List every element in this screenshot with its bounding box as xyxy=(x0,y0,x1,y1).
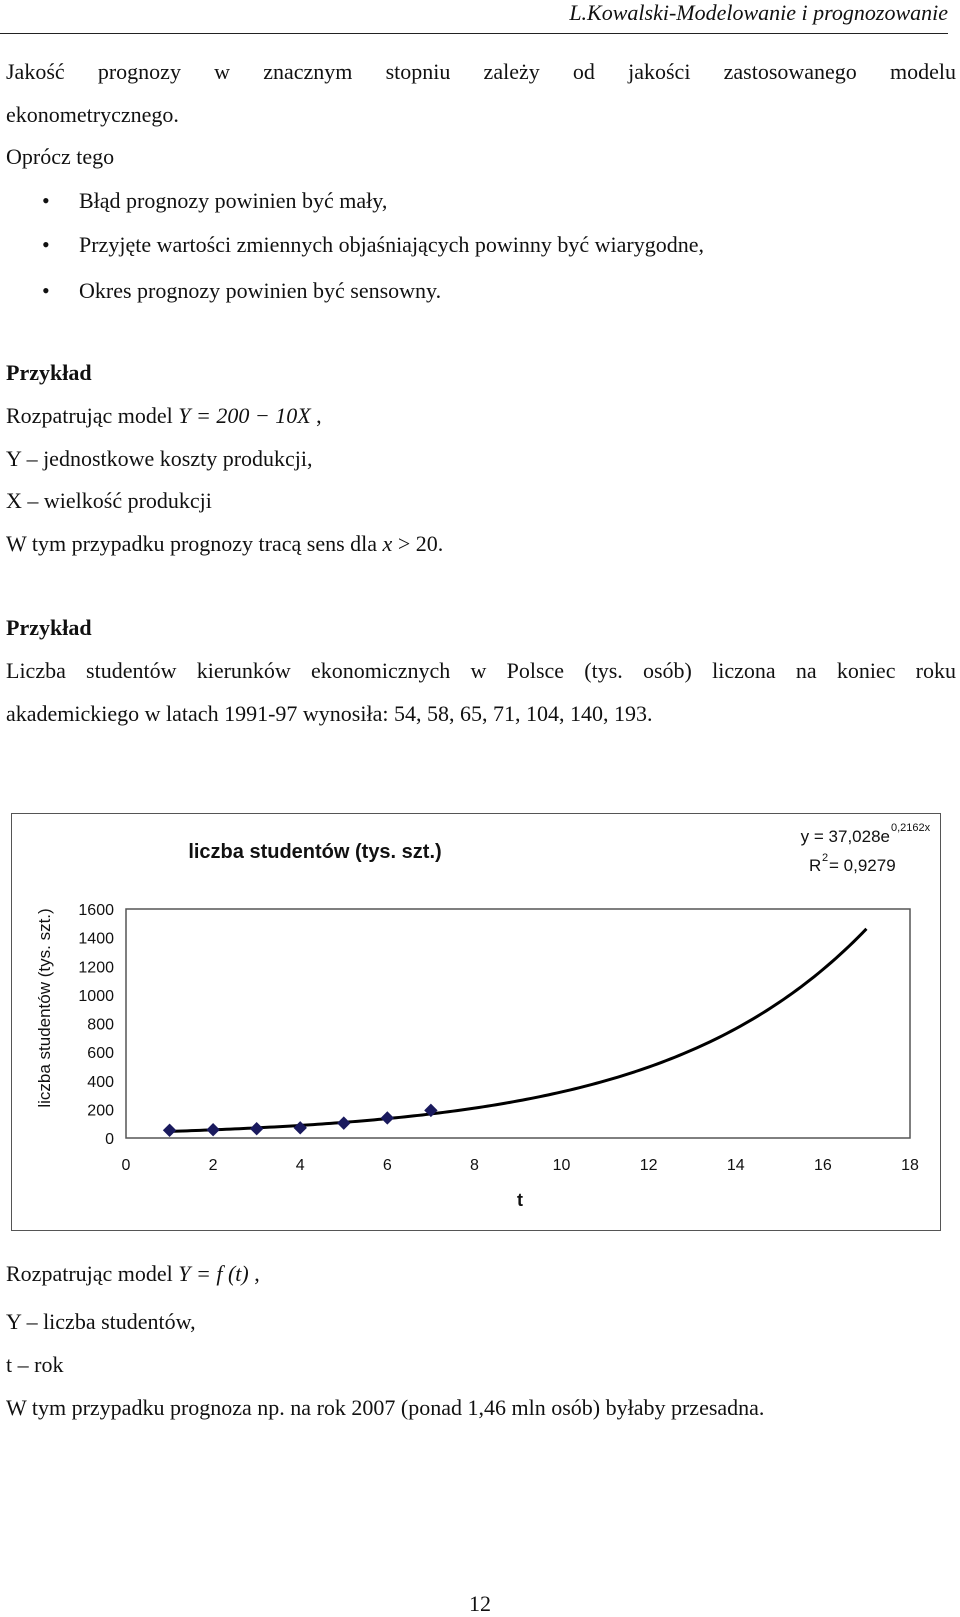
y-tick-label: 800 xyxy=(87,1016,114,1034)
r2-power: 2 xyxy=(822,852,829,864)
model-prefix: Rozpatrując model xyxy=(6,403,179,428)
data-point xyxy=(381,1112,393,1124)
bullet-marker: • xyxy=(42,278,50,303)
bullet-marker: • xyxy=(42,188,50,213)
x-tick-label: 4 xyxy=(295,1157,305,1174)
bullet-item: Błąd prognozy powinien być mały, xyxy=(79,188,388,213)
intro-line-1: Jakość prognozy w znacznym stopniu zależy od jakości zastosowanego modelu xyxy=(6,59,956,84)
model2-y-definition: Y – liczba studentów, xyxy=(6,1309,196,1334)
data-point xyxy=(338,1117,350,1129)
r2-value: = 0,9279 xyxy=(829,856,896,875)
x-tick-labels xyxy=(122,1157,919,1174)
chart-title: liczba studentów (tys. szt.) xyxy=(188,841,442,863)
intro-line-3: Oprócz tego xyxy=(6,144,115,169)
page-number: 12 xyxy=(469,1591,491,1616)
bullet-item: Przyjęte wartości zmiennych objaśniających powinny być wiarygodne, xyxy=(79,232,704,257)
conclusion-prefix: W tym przypadku prognozy tracą sens dla xyxy=(6,531,383,556)
x-tick-label: 18 xyxy=(901,1157,919,1174)
x-axis-label: t xyxy=(517,1190,523,1210)
y-tick-label: 1000 xyxy=(78,987,114,1005)
y-tick-label: 1400 xyxy=(78,930,114,948)
example1-x-definition: X – wielkość produkcji xyxy=(6,488,212,513)
x-tick-label: 2 xyxy=(208,1157,218,1174)
y-tick-label: 0 xyxy=(105,1131,114,1148)
example2-line-2: akademickiego w latach 1991-97 wynosiła: 54, 58, 65, 71, 104, 140, 193. xyxy=(6,701,653,726)
r2-prefix: R xyxy=(809,856,822,875)
data-point xyxy=(251,1123,263,1135)
conclusion-var: x xyxy=(382,531,393,556)
example1-y-definition: Y – jednostkowe koszty produkcji, xyxy=(6,446,313,471)
model-suffix: , xyxy=(310,403,322,428)
model2-prefix: Rozpatrując model xyxy=(6,1261,179,1286)
example1-heading: Przykład xyxy=(6,360,92,385)
model2-conclusion: W tym przypadku prognoza np. na rok 2007 (ponad 1,46 mln osób) byłaby przesadna. xyxy=(6,1395,765,1420)
equation-main: y = 37,028e xyxy=(800,827,890,846)
y-tick-label: 1600 xyxy=(78,902,114,919)
bullet-marker: • xyxy=(42,232,50,257)
y-tick-label: 200 xyxy=(87,1102,114,1120)
conclusion-suffix: > 20. xyxy=(392,531,444,556)
exponential-trendline xyxy=(170,929,867,1132)
y-axis-label: liczba studentów (tys. szt.) xyxy=(35,908,54,1108)
x-tick-label: 6 xyxy=(382,1157,392,1174)
equation-exponent: 0,2162x xyxy=(891,822,931,834)
y-tick-label: 600 xyxy=(87,1045,114,1063)
chart-title-group xyxy=(188,841,441,863)
x-tick-label: 8 xyxy=(469,1157,479,1174)
data-point xyxy=(164,1124,176,1136)
x-tick-label: 0 xyxy=(121,1157,131,1174)
y-tick-label: 1200 xyxy=(78,959,114,977)
y-tick-labels xyxy=(78,902,114,1148)
example2-heading: Przykład xyxy=(6,615,92,640)
y-tick-label: 400 xyxy=(87,1073,114,1091)
x-tick-label: 14 xyxy=(726,1157,745,1174)
data-point xyxy=(207,1124,219,1136)
model-formula: Y = 200 − 10X xyxy=(178,403,311,428)
model2-suffix: , xyxy=(248,1261,260,1286)
x-tick-label: 12 xyxy=(639,1157,658,1174)
plot-area xyxy=(126,909,910,1138)
example2-line-1: Liczba studentów kierunków ekonomicznych w Polsce (tys. osób) liczona na koniec roku xyxy=(6,658,956,683)
x-tick-label: 16 xyxy=(813,1157,832,1174)
model2-formula: Y = f (t) xyxy=(178,1261,249,1286)
trend-equation xyxy=(801,822,931,875)
intro-line-2: ekonometrycznego. xyxy=(6,102,179,127)
bullet-item: Okres prognozy powinien być sensowny. xyxy=(79,278,442,303)
x-tick-label: 10 xyxy=(552,1157,571,1174)
model2-t-definition: t – rok xyxy=(6,1352,64,1377)
model2-line xyxy=(6,1259,260,1289)
data-point xyxy=(294,1122,306,1134)
header-title: L.Kowalski-Modelowanie i prognozowanie xyxy=(569,0,948,25)
